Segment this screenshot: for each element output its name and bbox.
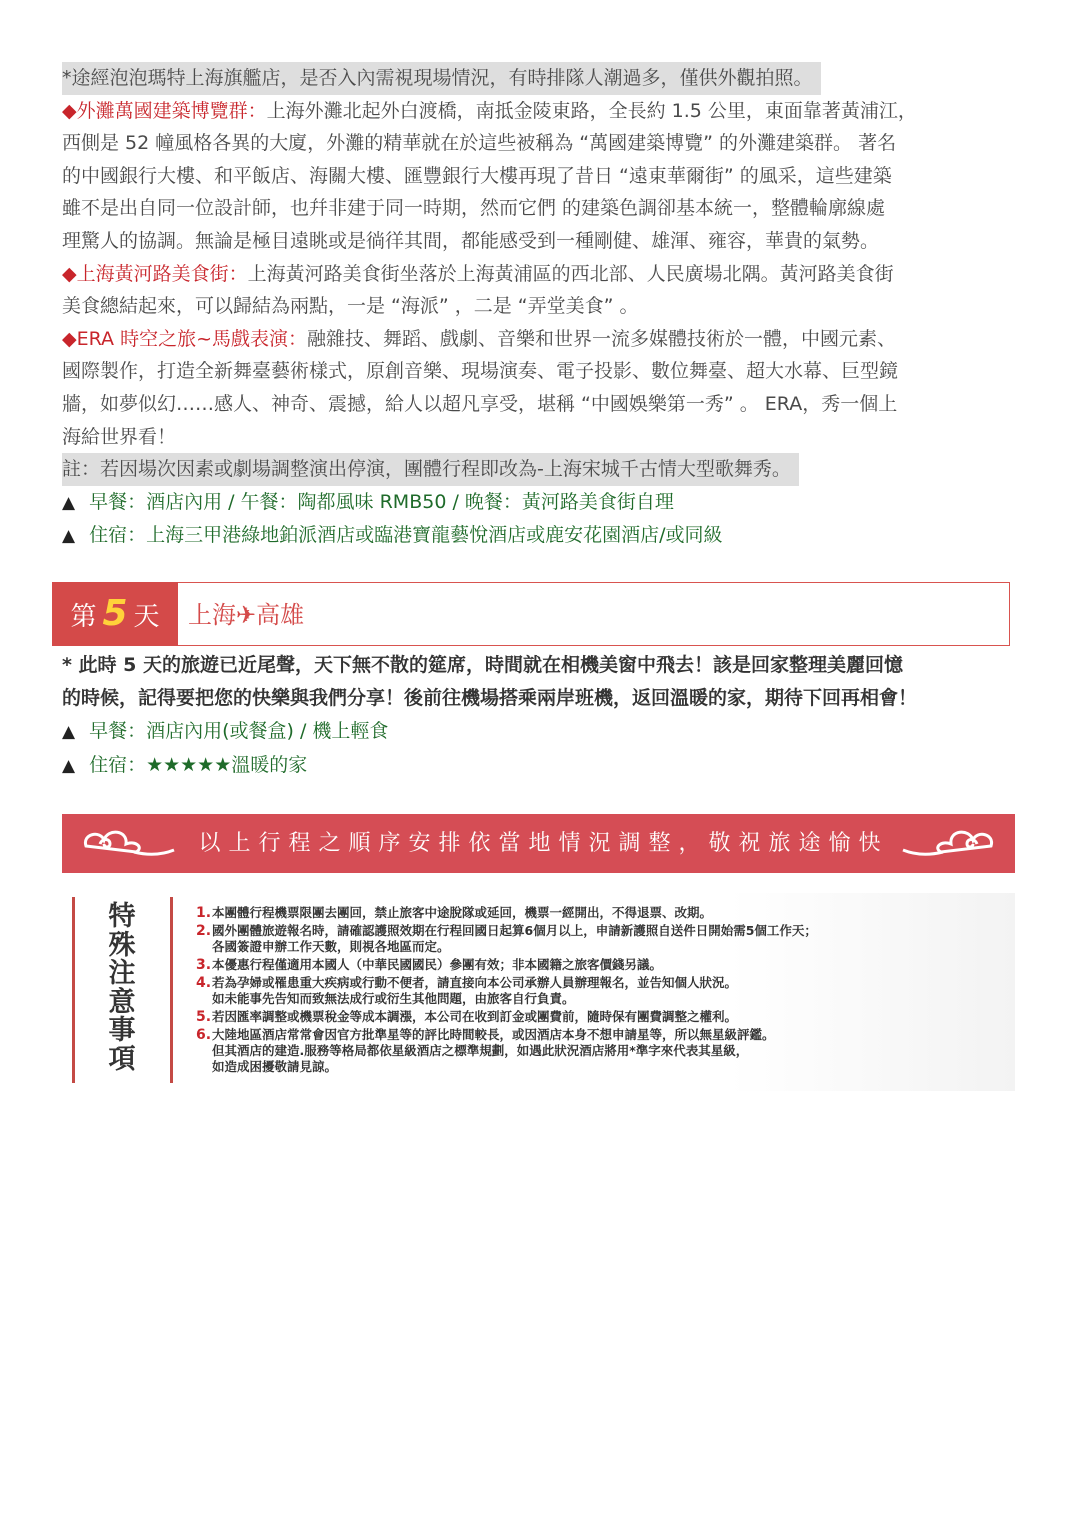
era-desc-line: 海給世界看！ (62, 425, 177, 448)
bund-desc-line: 理驚人的協調。無論是極目遠眺或是徜徉其間，都能感受到一種剛健、雄渾、雍容，華貴的氣勢。 (62, 229, 880, 252)
day5-desc-line: * 此時 5 天的旅遊已近尾聲，天下無不散的筵席，時間就在相機美窗中飛去！該是回家整理美麗回憶 (62, 654, 904, 676)
bund-desc-line: 的中國銀行大樓、和平飯店、海關大樓、匯豐銀行大樓再現了昔日 “遠東華爾街” 的風采，這些建築 (62, 164, 892, 187)
banner-text: 以上行程之順序安排依當地情況調整，敬祝旅途愉快 (198, 831, 889, 856)
day-route: 上海✈高雄 (188, 601, 305, 629)
note-item: 2. 國外團體旅遊報名時，請確認護照效期在行程回國日起算6個月以上，申請新護照自送件日開始需5個工作天； 各國簽證申辦工作天數，則視各地區而定。 (196, 922, 817, 955)
note-item: 3. 本優惠行程僅適用本國人（中華民國國民）參團有效；非本國籍之旅客價錢另議。 (196, 956, 663, 973)
divider (72, 897, 75, 1083)
note-item: 4. 若為孕婦或罹患重大疾病或行動不便者，請直接向本公司承辦人員辦理報名，並告知個人狀況。 如未能事先告知而致無法成行或衍生其他問題，由旅客自行負責。 (196, 974, 738, 1007)
triangle-bullet-icon: ▲ (62, 526, 76, 547)
day-prefix: 第 (70, 602, 97, 632)
day5-hotel: ▲ 住宿：★★★★★溫暖的家 (62, 753, 308, 776)
divider (170, 897, 173, 1083)
food-street-title-line: ◆上海黃河路美食街：上海黃河路美食街坐落於上海黃浦區的西北部、人民廣場北隅。黃河路美食街 (62, 262, 894, 285)
bund-desc-line: 西側是 52 幢風格各異的大廈，外灘的精華就在於這些被稱為 “萬國建築博覽” 的外灘建築群。 著名 (62, 132, 897, 155)
day5-header (52, 582, 1010, 646)
day5-details (62, 649, 1016, 782)
bund-desc-line: 雖不是出自同一位設計師，也幷非建于同一時期，然而它們 的建築色調卻基本統一，整體輪廓線處 (62, 197, 886, 220)
notes-list (196, 905, 996, 1077)
note-item: 5. 若因匯率調整或機票稅金等成本調漲，本公司在收到訂金或團費前，隨時保有團費調整之權利。 (196, 1008, 738, 1025)
day5-desc-line: 的時候，記得要把您的快樂與我們分享！後前往機場搭乘兩岸班機，返回溫暖的家，期待下回再相會！ (62, 687, 918, 709)
era-desc-line: 牆，如夢似幻……感人、神奇、震撼，給人以超凡享受，堪稱 “中國娛樂第一秀” 。 ERA，秀一個上 (62, 392, 898, 415)
show-change-note: 註：若因場次因素或劇場調整演出停演，團體行程即改為-上海宋城千古情大型歌舞秀。 (62, 453, 1016, 486)
triangle-bullet-icon: ▲ (62, 492, 76, 513)
day5-meals: ▲ 早餐：酒店內用(或餐盒) / 機上輕食 (62, 720, 389, 742)
closing-banner (62, 814, 1015, 873)
cloud-left-icon (78, 824, 178, 864)
day-badge (52, 582, 178, 646)
triangle-bullet-icon: ▲ (62, 722, 76, 742)
note-item: 1. 本團體行程機票限團去團回，禁止旅客中途脫隊或延回，機票一經開出，不得退票、改期。 (196, 905, 713, 921)
day4-details (62, 62, 1016, 553)
cloud-right-icon (899, 824, 999, 864)
era-title-line: ◆ERA 時空之旅~馬戲表演：融雜技、舞蹈、戲劇、音樂和世界一流多媒體技術於一體，中國元素、 (62, 327, 897, 350)
era-desc-line: 國際製作，打造全新舞臺藝術樣式，原創音樂、現場演奏、電子投影、數位舞臺、超大水幕、巨型鏡 (62, 360, 899, 383)
day4-meals: ▲ 早餐：酒店內用 / 午餐：陶都風味 RMB50 / 晚餐：黃河路美食街自理 (62, 490, 674, 513)
bubble-mart-note: *途經泡泡瑪特上海旗艦店，是否入內需視現場情況，有時排隊人潮過多，僅供外觀拍照。 (62, 62, 1016, 95)
notes-title: 特 殊 注 意 事 項 (108, 901, 136, 1075)
food-street-desc-line: 美食總結起來，可以歸結為兩點，一是 “海派” ，二是 “弄堂美食” 。 (62, 295, 639, 318)
bund-title-line: ◆外灘萬國建築博覽群：上海外灘北起外白渡橋，南抵金陵東路，全長約 1.5 公里，東面靠著黃浦江， (62, 99, 917, 122)
special-notes (62, 893, 1015, 1091)
note-item: 6. 大陸地區酒店常常會因官方批準星等的評比時間較長，或因酒店本身不想申請星等，所以無星級評鑑。 但其酒店的建造.服務等格局都依星級酒店之標準規劃，如遇此狀況酒店將用*準字來代表其星級， 如造成困擾敬請見諒。 (196, 1026, 775, 1075)
day-suffix: 天 (133, 602, 160, 632)
day4-hotel: ▲ 住宿：上海三甲港綠地鉑派酒店或臨港寶龍藝悅酒店或鹿安花園酒店/或同級 (62, 524, 723, 547)
triangle-bullet-icon: ▲ (62, 755, 76, 776)
day-number: 5 (102, 593, 128, 634)
